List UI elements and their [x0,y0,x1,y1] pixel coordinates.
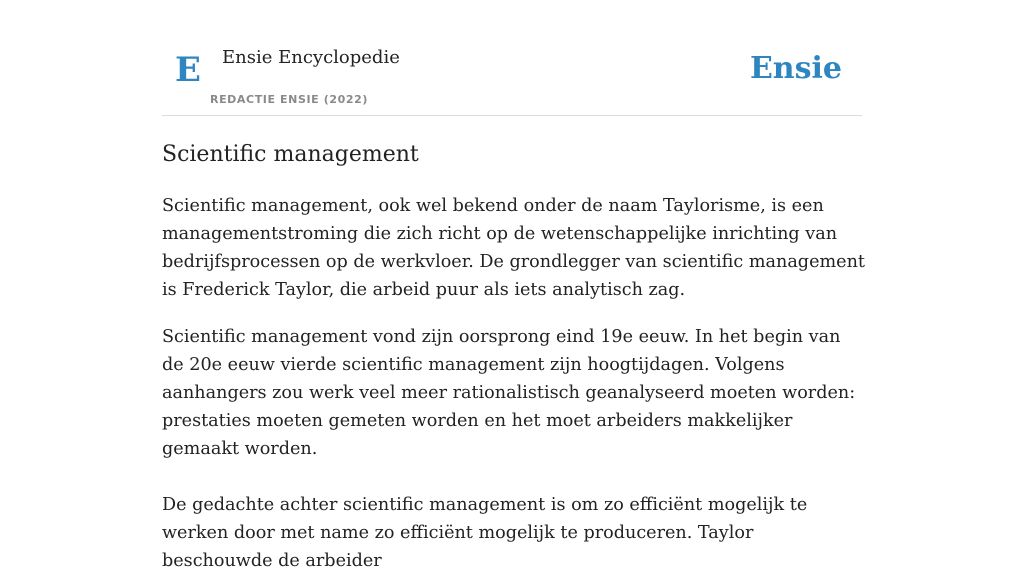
source-title[interactable]: Ensie Encyclopedie [222,47,400,68]
paragraph-3: De gedachte achter scientific management is om zo efficiënt mogelijk te werken door met name zo efficiënt mogelijk te produceren. Taylor beschouwde de arbeider [162,495,808,571]
paragraph-1: Scientific management, ook wel bekend onder de naam Taylorisme, is een managementstroming die zich richt op de wetenschappelijke inrichting van bedrijfsprocessen op de werkvloer. De grondlegger van scientific management is Frederick Taylor, die arbeid puur als iets analytisch zag. [162,196,865,300]
author-credit: REDACTIE ENSIE (2022) [210,93,368,106]
ensie-logo-icon[interactable]: E [175,50,201,90]
article-body [162,192,866,575]
brand-logo[interactable]: Ensie [749,51,842,86]
paragraph-2: Scientific management vond zijn oorsprong eind 19e eeuw. In het begin van de 20e eeuw vierde scientific management zijn hoogtijdagen. Volgens aanhangers zou werk veel meer rationalistisch geanalyseerd moeten worden: prestaties moeten gemeten worden en het moet arbeiders makkelijker gemaakt worden. [162,327,856,459]
article-title: Scientific management [162,142,419,167]
page-header [162,40,862,116]
